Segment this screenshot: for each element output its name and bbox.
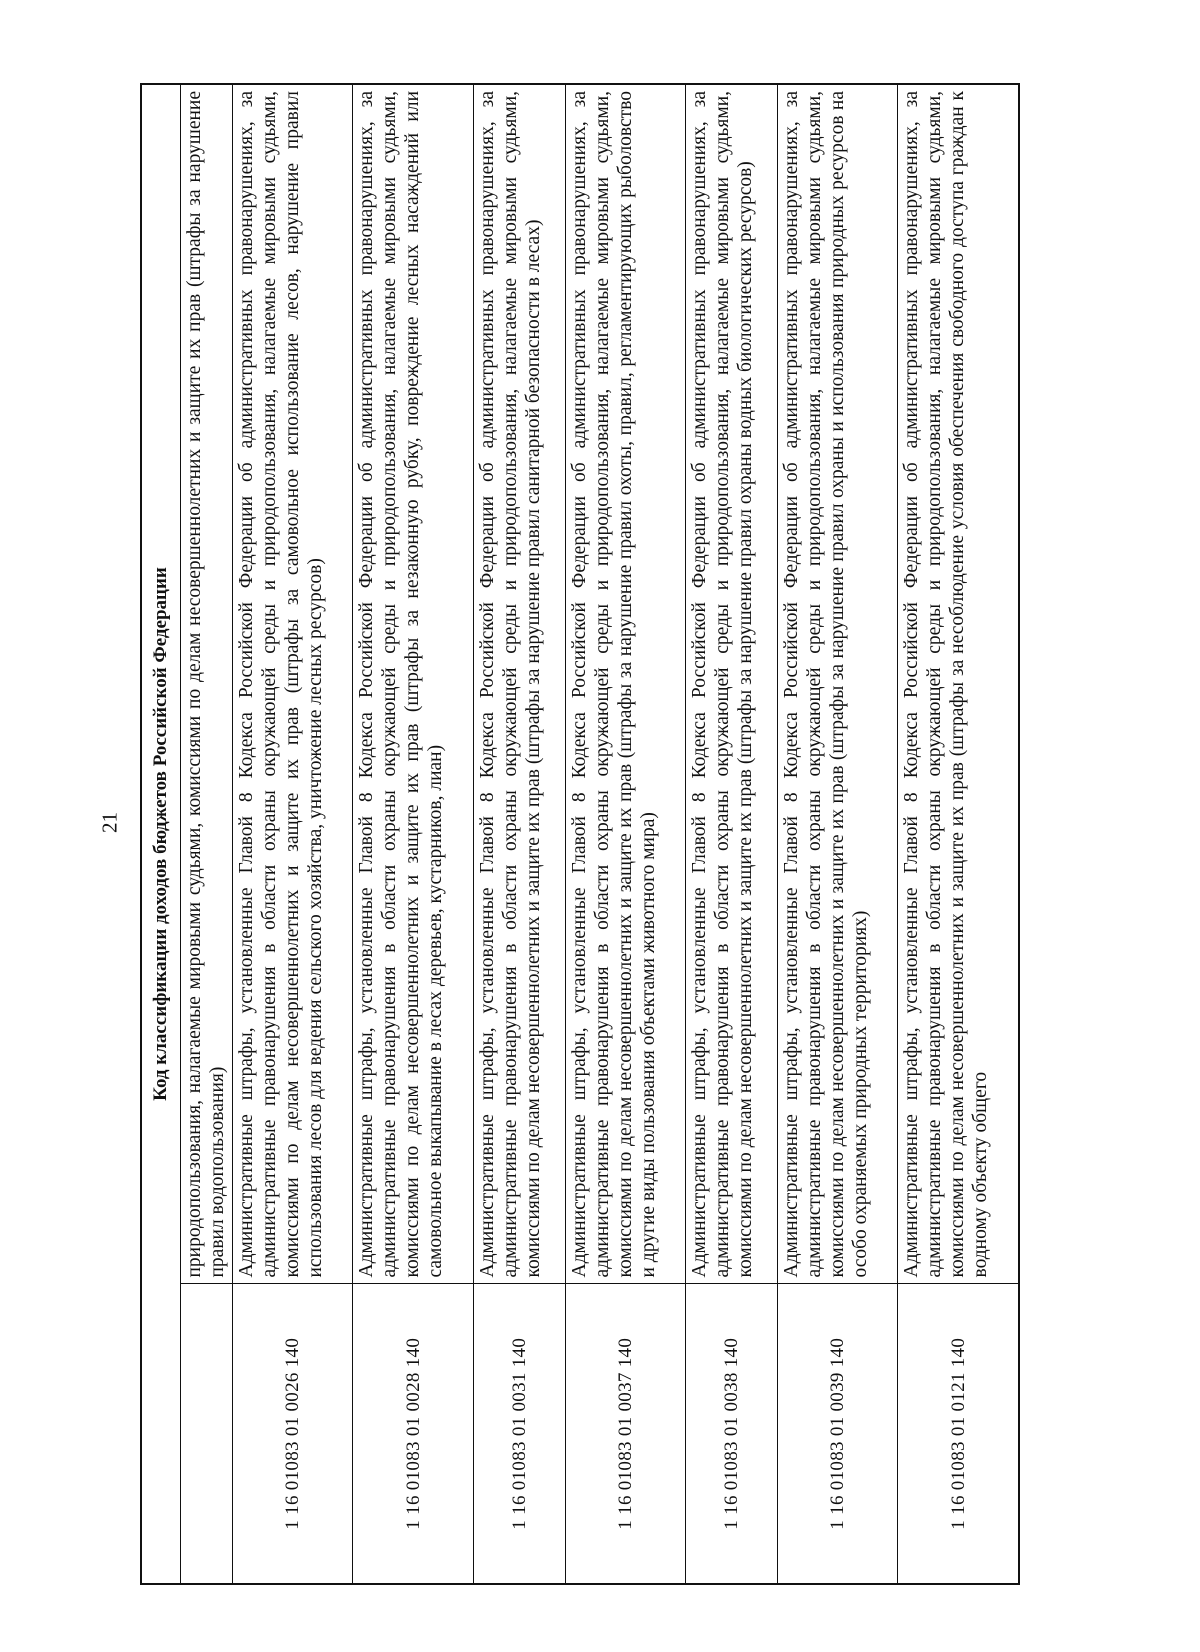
row-code — [181, 1284, 233, 1584]
table-row — [181, 84, 233, 1584]
row-code: 1 16 01083 01 0039 140 — [777, 1284, 897, 1584]
table-row — [898, 84, 1019, 1584]
rotated-page-content — [140, 85, 1020, 1585]
table-row — [473, 84, 565, 1584]
table-header: Код классификации доходов бюджетов Российской Федерации — [141, 84, 181, 1584]
row-description: Административные штрафы, установленные Главой 8 Кодекса Российской Федерации об административных правонарушениях, за административные правонарушения в области охраны окружающей среды и природопользования, налагаемые мировыми судьями, комиссиями по делам несовершеннолетних и защите их прав (штрафы за нарушение правил охраны водных биологических ресурсов) — [686, 84, 778, 1284]
row-description: Административные штрафы, установленные Главой 8 Кодекса Российской Федерации об административных правонарушениях, за административные правонарушения в области охраны окружающей среды и природопользования, налагаемые мировыми судьями, комиссиями по делам несовершеннолетних и защите их прав (штрафы за самовольное использование лесов, нарушение правил использования лесов для ведения сельского хозяйства, уничтожение лесных ресурсов) — [233, 84, 353, 1284]
budget-classification-table — [140, 83, 1020, 1585]
row-code: 1 16 01083 01 0026 140 — [233, 1284, 353, 1584]
row-description: Административные штрафы, установленные Главой 8 Кодекса Российской Федерации об административных правонарушениях, за административные правонарушения в области охраны окружающей среды и природопользования, налагаемые мировыми судьями, комиссиями по делам несовершеннолетних и защите их прав (штрафы за несоблюдение условия обеспечения свободного доступа граждан к водному объекту общего — [898, 84, 1019, 1284]
table-row — [777, 84, 897, 1584]
row-description: Административные штрафы, установленные Главой 8 Кодекса Российской Федерации об административных правонарушениях, за административные правонарушения в области охраны окружающей среды и природопользования, налагаемые мировыми судьями, комиссиями по делам несовершеннолетних и защите их прав (штрафы за нарушение правил санитарной безопасности в лесах) — [473, 84, 565, 1284]
page-number: 21 — [97, 812, 122, 833]
row-description: Административные штрафы, установленные Главой 8 Кодекса Российской Федерации об административных правонарушениях, за административные правонарушения в области охраны окружающей среды и природопользования, налагаемые мировыми судьями, комиссиями по делам несовершеннолетних и защите их прав (штрафы за нарушение правил охраны и использования природных ресурсов на особо охраняемых природных территориях) — [777, 84, 897, 1284]
table-header-row — [141, 84, 181, 1584]
row-description: Административные штрафы, установленные Главой 8 Кодекса Российской Федерации об административных правонарушениях, за административные правонарушения в области охраны окружающей среды и природопользования, налагаемые мировыми судьями, комиссиями по делам несовершеннолетних и защите их прав (штрафы за нарушение правил охоты, правил, регламентирующих рыболовство и другие виды пользования объектами животного мира) — [565, 84, 685, 1284]
table-row — [686, 84, 778, 1584]
row-code: 1 16 01083 01 0031 140 — [473, 1284, 565, 1584]
row-code: 1 16 01083 01 0121 140 — [898, 1284, 1019, 1584]
row-code: 1 16 01083 01 0028 140 — [353, 1284, 473, 1584]
table-row — [233, 84, 353, 1584]
row-code: 1 16 01083 01 0038 140 — [686, 1284, 778, 1584]
table-row — [353, 84, 473, 1584]
table-row — [565, 84, 685, 1584]
row-description: природопользования, налагаемые мировыми судьями, комиссиями по делам несовершеннолетних и защите их прав (штрафы за нарушение правил водопользования) — [181, 84, 233, 1284]
row-code: 1 16 01083 01 0037 140 — [565, 1284, 685, 1584]
row-description: Административные штрафы, установленные Главой 8 Кодекса Российской Федерации об административных правонарушениях, за административные правонарушения в области охраны окружающей среды и природопользования, налагаемые мировыми судьями, комиссиями по делам несовершеннолетних и защите их прав (штрафы за незаконную рубку, повреждение лесных насаждений или самовольное выкапывание в лесах деревьев, кустарников, лиан) — [353, 84, 473, 1284]
